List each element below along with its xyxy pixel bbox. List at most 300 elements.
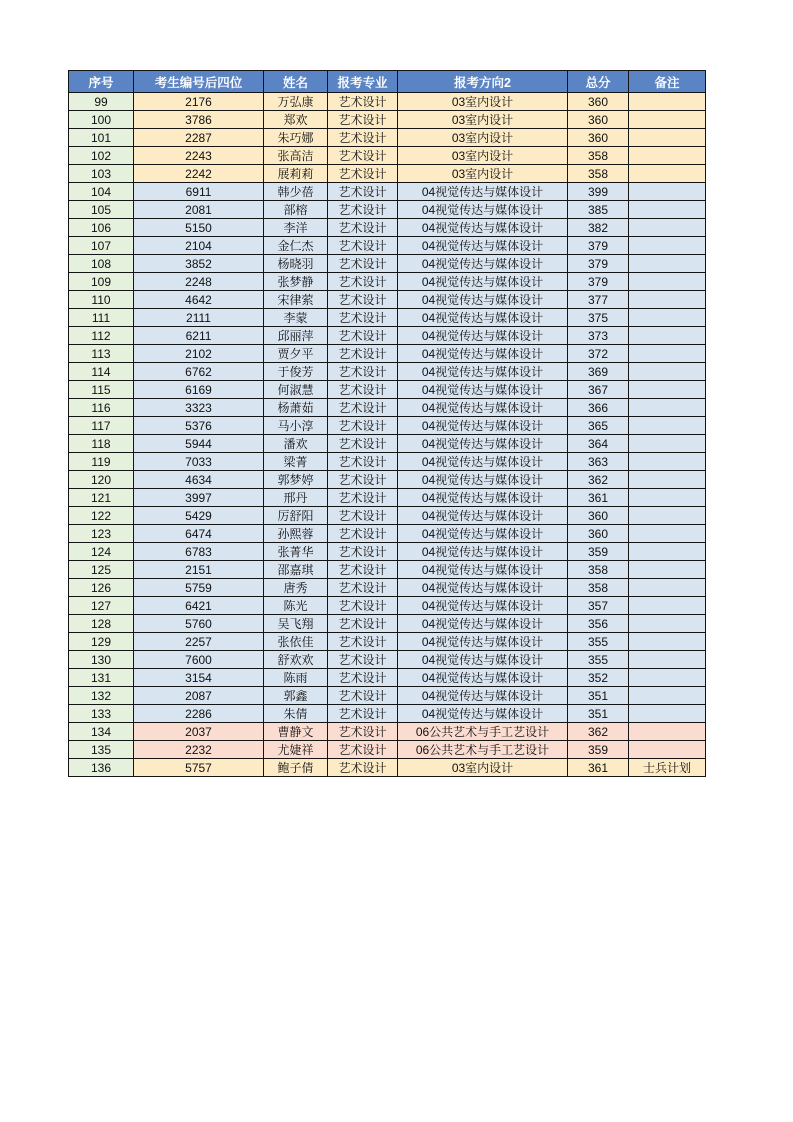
cell-score: 361 xyxy=(568,489,629,507)
cell-name: 韩少蓓 xyxy=(264,183,328,201)
cell-seq: 132 xyxy=(69,687,134,705)
cell-name: 孙熙蓉 xyxy=(264,525,328,543)
table-row xyxy=(69,489,706,507)
cell-direction: 03室内设计 xyxy=(398,93,568,111)
cell-score: 377 xyxy=(568,291,629,309)
cell-major: 艺术设计 xyxy=(328,651,398,669)
cell-seq: 126 xyxy=(69,579,134,597)
cell-seq: 119 xyxy=(69,453,134,471)
cell-note xyxy=(629,723,706,741)
cell-code: 2242 xyxy=(134,165,264,183)
cell-code: 2248 xyxy=(134,273,264,291)
col-header-major: 报考专业 xyxy=(328,71,398,93)
cell-score: 365 xyxy=(568,417,629,435)
cell-name: 潘欢 xyxy=(264,435,328,453)
cell-score: 385 xyxy=(568,201,629,219)
cell-code: 5944 xyxy=(134,435,264,453)
cell-major: 艺术设计 xyxy=(328,759,398,777)
cell-code: 2087 xyxy=(134,687,264,705)
cell-direction: 04视觉传达与媒体设计 xyxy=(398,561,568,579)
cell-direction: 04视觉传达与媒体设计 xyxy=(398,399,568,417)
cell-major: 艺术设计 xyxy=(328,597,398,615)
cell-code: 6474 xyxy=(134,525,264,543)
cell-major: 艺术设计 xyxy=(328,417,398,435)
cell-note xyxy=(629,93,706,111)
cell-seq: 122 xyxy=(69,507,134,525)
cell-major: 艺术设计 xyxy=(328,471,398,489)
cell-major: 艺术设计 xyxy=(328,543,398,561)
cell-code: 3786 xyxy=(134,111,264,129)
cell-code: 2104 xyxy=(134,237,264,255)
cell-direction: 04视觉传达与媒体设计 xyxy=(398,453,568,471)
cell-code: 2111 xyxy=(134,309,264,327)
cell-name: 何淑慧 xyxy=(264,381,328,399)
cell-seq: 116 xyxy=(69,399,134,417)
cell-note xyxy=(629,165,706,183)
table-row xyxy=(69,759,706,777)
cell-name: 郑欢 xyxy=(264,111,328,129)
cell-score: 372 xyxy=(568,345,629,363)
cell-major: 艺术设计 xyxy=(328,237,398,255)
cell-name: 杨晓羽 xyxy=(264,255,328,273)
cell-major: 艺术设计 xyxy=(328,525,398,543)
cell-score: 360 xyxy=(568,525,629,543)
table-row xyxy=(69,525,706,543)
table-row xyxy=(69,507,706,525)
cell-code: 7033 xyxy=(134,453,264,471)
cell-name: 张菁华 xyxy=(264,543,328,561)
cell-note xyxy=(629,741,706,759)
cell-seq: 107 xyxy=(69,237,134,255)
cell-major: 艺术设计 xyxy=(328,291,398,309)
cell-code: 6911 xyxy=(134,183,264,201)
cell-major: 艺术设计 xyxy=(328,165,398,183)
cell-name: 张梦静 xyxy=(264,273,328,291)
cell-major: 艺术设计 xyxy=(328,741,398,759)
cell-direction: 04视觉传达与媒体设计 xyxy=(398,579,568,597)
cell-code: 3154 xyxy=(134,669,264,687)
cell-name: 部榕 xyxy=(264,201,328,219)
cell-major: 艺术设计 xyxy=(328,687,398,705)
cell-seq: 101 xyxy=(69,129,134,147)
cell-note xyxy=(629,399,706,417)
cell-major: 艺术设计 xyxy=(328,507,398,525)
cell-name: 展莉莉 xyxy=(264,165,328,183)
cell-name: 李洋 xyxy=(264,219,328,237)
cell-code: 2243 xyxy=(134,147,264,165)
cell-note xyxy=(629,183,706,201)
cell-score: 355 xyxy=(568,651,629,669)
cell-name: 张依佳 xyxy=(264,633,328,651)
cell-direction: 04视觉传达与媒体设计 xyxy=(398,237,568,255)
table-row xyxy=(69,201,706,219)
cell-code: 2286 xyxy=(134,705,264,723)
cell-seq: 108 xyxy=(69,255,134,273)
cell-seq: 113 xyxy=(69,345,134,363)
cell-seq: 115 xyxy=(69,381,134,399)
cell-note xyxy=(629,669,706,687)
cell-seq: 99 xyxy=(69,93,134,111)
cell-major: 艺术设计 xyxy=(328,255,398,273)
cell-seq: 112 xyxy=(69,327,134,345)
cell-note xyxy=(629,219,706,237)
table-row xyxy=(69,363,706,381)
cell-name: 万弘康 xyxy=(264,93,328,111)
cell-code: 2081 xyxy=(134,201,264,219)
cell-score: 359 xyxy=(568,741,629,759)
cell-score: 375 xyxy=(568,309,629,327)
col-header-code: 考生编号后四位 xyxy=(134,71,264,93)
cell-score: 369 xyxy=(568,363,629,381)
table-row xyxy=(69,561,706,579)
cell-note xyxy=(629,345,706,363)
table-row xyxy=(69,219,706,237)
cell-seq: 128 xyxy=(69,615,134,633)
cell-note xyxy=(629,291,706,309)
cell-code: 6169 xyxy=(134,381,264,399)
cell-note xyxy=(629,507,706,525)
cell-name: 朱巧娜 xyxy=(264,129,328,147)
cell-major: 艺术设计 xyxy=(328,327,398,345)
cell-name: 宋律萦 xyxy=(264,291,328,309)
cell-note xyxy=(629,705,706,723)
table-row xyxy=(69,723,706,741)
cell-note xyxy=(629,273,706,291)
cell-direction: 04视觉传达与媒体设计 xyxy=(398,435,568,453)
cell-score: 366 xyxy=(568,399,629,417)
cell-direction: 04视觉传达与媒体设计 xyxy=(398,705,568,723)
cell-note xyxy=(629,237,706,255)
cell-major: 艺术设计 xyxy=(328,93,398,111)
cell-code: 5429 xyxy=(134,507,264,525)
cell-name: 陈光 xyxy=(264,597,328,615)
cell-code: 2257 xyxy=(134,633,264,651)
table-row xyxy=(69,255,706,273)
cell-major: 艺术设计 xyxy=(328,381,398,399)
cell-direction: 04视觉传达与媒体设计 xyxy=(398,597,568,615)
cell-major: 艺术设计 xyxy=(328,453,398,471)
cell-code: 6211 xyxy=(134,327,264,345)
cell-major: 艺术设计 xyxy=(328,723,398,741)
cell-major: 艺术设计 xyxy=(328,489,398,507)
cell-name: 张高洁 xyxy=(264,147,328,165)
cell-note xyxy=(629,111,706,129)
cell-direction: 04视觉传达与媒体设计 xyxy=(398,327,568,345)
cell-score: 364 xyxy=(568,435,629,453)
cell-note xyxy=(629,561,706,579)
cell-seq: 106 xyxy=(69,219,134,237)
table-row xyxy=(69,309,706,327)
cell-score: 379 xyxy=(568,255,629,273)
cell-direction: 04视觉传达与媒体设计 xyxy=(398,543,568,561)
cell-direction: 03室内设计 xyxy=(398,165,568,183)
cell-direction: 04视觉传达与媒体设计 xyxy=(398,417,568,435)
table-row xyxy=(69,435,706,453)
cell-note: 士兵计划 xyxy=(629,759,706,777)
table-row xyxy=(69,273,706,291)
table-row xyxy=(69,615,706,633)
cell-seq: 110 xyxy=(69,291,134,309)
cell-note xyxy=(629,651,706,669)
cell-name: 邢丹 xyxy=(264,489,328,507)
cell-score: 373 xyxy=(568,327,629,345)
cell-score: 382 xyxy=(568,219,629,237)
cell-major: 艺术设计 xyxy=(328,399,398,417)
cell-major: 艺术设计 xyxy=(328,363,398,381)
cell-score: 360 xyxy=(568,111,629,129)
cell-score: 358 xyxy=(568,579,629,597)
cell-score: 351 xyxy=(568,687,629,705)
cell-code: 5759 xyxy=(134,579,264,597)
cell-seq: 129 xyxy=(69,633,134,651)
cell-seq: 111 xyxy=(69,309,134,327)
cell-direction: 04视觉传达与媒体设计 xyxy=(398,381,568,399)
cell-score: 362 xyxy=(568,723,629,741)
cell-name: 马小淳 xyxy=(264,417,328,435)
cell-note xyxy=(629,489,706,507)
table-row xyxy=(69,669,706,687)
cell-direction: 04视觉传达与媒体设计 xyxy=(398,201,568,219)
cell-major: 艺术设计 xyxy=(328,345,398,363)
cell-seq: 102 xyxy=(69,147,134,165)
cell-score: 352 xyxy=(568,669,629,687)
table-header-row xyxy=(69,71,706,93)
cell-seq: 124 xyxy=(69,543,134,561)
cell-name: 邱丽萍 xyxy=(264,327,328,345)
cell-seq: 109 xyxy=(69,273,134,291)
table-row xyxy=(69,381,706,399)
cell-score: 379 xyxy=(568,237,629,255)
cell-name: 陈雨 xyxy=(264,669,328,687)
cell-code: 5150 xyxy=(134,219,264,237)
table-row xyxy=(69,651,706,669)
cell-major: 艺术设计 xyxy=(328,705,398,723)
cell-name: 邵嘉琪 xyxy=(264,561,328,579)
cell-name: 舒欢欢 xyxy=(264,651,328,669)
cell-note xyxy=(629,597,706,615)
table-row xyxy=(69,327,706,345)
cell-note xyxy=(629,381,706,399)
cell-note xyxy=(629,687,706,705)
cell-direction: 04视觉传达与媒体设计 xyxy=(398,687,568,705)
cell-direction: 04视觉传达与媒体设计 xyxy=(398,507,568,525)
cell-score: 359 xyxy=(568,543,629,561)
table-row xyxy=(69,345,706,363)
cell-seq: 121 xyxy=(69,489,134,507)
cell-major: 艺术设计 xyxy=(328,273,398,291)
table-row xyxy=(69,165,706,183)
cell-direction: 03室内设计 xyxy=(398,147,568,165)
cell-code: 6762 xyxy=(134,363,264,381)
cell-direction: 06公共艺术与手工艺设计 xyxy=(398,723,568,741)
cell-seq: 130 xyxy=(69,651,134,669)
cell-score: 362 xyxy=(568,471,629,489)
cell-score: 361 xyxy=(568,759,629,777)
cell-direction: 03室内设计 xyxy=(398,759,568,777)
cell-score: 351 xyxy=(568,705,629,723)
cell-seq: 127 xyxy=(69,597,134,615)
cell-seq: 123 xyxy=(69,525,134,543)
table-row xyxy=(69,417,706,435)
cell-note xyxy=(629,201,706,219)
cell-major: 艺术设计 xyxy=(328,615,398,633)
cell-note xyxy=(629,615,706,633)
cell-major: 艺术设计 xyxy=(328,633,398,651)
col-header-seq: 序号 xyxy=(69,71,134,93)
cell-score: 367 xyxy=(568,381,629,399)
cell-name: 李蒙 xyxy=(264,309,328,327)
cell-seq: 103 xyxy=(69,165,134,183)
cell-seq: 135 xyxy=(69,741,134,759)
cell-score: 356 xyxy=(568,615,629,633)
cell-seq: 134 xyxy=(69,723,134,741)
cell-direction: 04视觉传达与媒体设计 xyxy=(398,489,568,507)
cell-seq: 120 xyxy=(69,471,134,489)
cell-direction: 03室内设计 xyxy=(398,129,568,147)
cell-seq: 100 xyxy=(69,111,134,129)
cell-major: 艺术设计 xyxy=(328,129,398,147)
cell-direction: 04视觉传达与媒体设计 xyxy=(398,345,568,363)
table-row xyxy=(69,111,706,129)
cell-direction: 04视觉传达与媒体设计 xyxy=(398,651,568,669)
table-row xyxy=(69,147,706,165)
cell-direction: 06公共艺术与手工艺设计 xyxy=(398,741,568,759)
cell-note xyxy=(629,579,706,597)
table-row xyxy=(69,453,706,471)
cell-name: 吴飞翔 xyxy=(264,615,328,633)
cell-direction: 04视觉传达与媒体设计 xyxy=(398,633,568,651)
cell-code: 6783 xyxy=(134,543,264,561)
cell-seq: 118 xyxy=(69,435,134,453)
candidate-score-table xyxy=(68,70,706,777)
cell-direction: 04视觉传达与媒体设计 xyxy=(398,309,568,327)
cell-seq: 125 xyxy=(69,561,134,579)
cell-seq: 117 xyxy=(69,417,134,435)
cell-major: 艺术设计 xyxy=(328,669,398,687)
col-header-direction: 报考方向2 xyxy=(398,71,568,93)
cell-score: 399 xyxy=(568,183,629,201)
cell-code: 5760 xyxy=(134,615,264,633)
cell-score: 358 xyxy=(568,147,629,165)
cell-name: 梁菁 xyxy=(264,453,328,471)
table-row xyxy=(69,597,706,615)
table-row xyxy=(69,633,706,651)
col-header-name: 姓名 xyxy=(264,71,328,93)
cell-major: 艺术设计 xyxy=(328,561,398,579)
cell-code: 5757 xyxy=(134,759,264,777)
cell-score: 355 xyxy=(568,633,629,651)
cell-code: 2287 xyxy=(134,129,264,147)
cell-code: 3323 xyxy=(134,399,264,417)
cell-score: 357 xyxy=(568,597,629,615)
table-row xyxy=(69,291,706,309)
cell-note xyxy=(629,633,706,651)
cell-note xyxy=(629,327,706,345)
cell-name: 郭梦婷 xyxy=(264,471,328,489)
cell-score: 379 xyxy=(568,273,629,291)
cell-major: 艺术设计 xyxy=(328,147,398,165)
cell-name: 金仁杰 xyxy=(264,237,328,255)
cell-code: 5376 xyxy=(134,417,264,435)
table-row xyxy=(69,129,706,147)
col-header-score: 总分 xyxy=(568,71,629,93)
cell-name: 唐秀 xyxy=(264,579,328,597)
cell-note xyxy=(629,363,706,381)
cell-direction: 04视觉传达与媒体设计 xyxy=(398,471,568,489)
cell-major: 艺术设计 xyxy=(328,201,398,219)
cell-code: 4634 xyxy=(134,471,264,489)
cell-note xyxy=(629,435,706,453)
cell-seq: 136 xyxy=(69,759,134,777)
cell-note xyxy=(629,309,706,327)
cell-note xyxy=(629,543,706,561)
cell-name: 杨萧茹 xyxy=(264,399,328,417)
cell-direction: 04视觉传达与媒体设计 xyxy=(398,273,568,291)
cell-seq: 131 xyxy=(69,669,134,687)
cell-score: 360 xyxy=(568,93,629,111)
cell-score: 358 xyxy=(568,165,629,183)
cell-code: 2037 xyxy=(134,723,264,741)
cell-score: 360 xyxy=(568,129,629,147)
cell-note xyxy=(629,453,706,471)
cell-direction: 04视觉传达与媒体设计 xyxy=(398,291,568,309)
cell-note xyxy=(629,255,706,273)
cell-code: 2176 xyxy=(134,93,264,111)
table-row xyxy=(69,741,706,759)
cell-direction: 04视觉传达与媒体设计 xyxy=(398,363,568,381)
cell-seq: 114 xyxy=(69,363,134,381)
table-row xyxy=(69,705,706,723)
table-row xyxy=(69,543,706,561)
cell-direction: 04视觉传达与媒体设计 xyxy=(398,255,568,273)
cell-major: 艺术设计 xyxy=(328,111,398,129)
cell-direction: 03室内设计 xyxy=(398,111,568,129)
table-row xyxy=(69,399,706,417)
cell-score: 360 xyxy=(568,507,629,525)
cell-direction: 04视觉传达与媒体设计 xyxy=(398,525,568,543)
table-row xyxy=(69,579,706,597)
cell-major: 艺术设计 xyxy=(328,183,398,201)
cell-code: 7600 xyxy=(134,651,264,669)
cell-major: 艺术设计 xyxy=(328,435,398,453)
cell-note xyxy=(629,147,706,165)
table-row xyxy=(69,471,706,489)
cell-score: 363 xyxy=(568,453,629,471)
cell-code: 4642 xyxy=(134,291,264,309)
cell-note xyxy=(629,471,706,489)
cell-major: 艺术设计 xyxy=(328,309,398,327)
cell-name: 于俊芳 xyxy=(264,363,328,381)
cell-name: 尤婕祥 xyxy=(264,741,328,759)
cell-note xyxy=(629,129,706,147)
cell-code: 6421 xyxy=(134,597,264,615)
cell-note xyxy=(629,525,706,543)
table-row xyxy=(69,687,706,705)
cell-direction: 04视觉传达与媒体设计 xyxy=(398,669,568,687)
cell-code: 2102 xyxy=(134,345,264,363)
cell-name: 贾夕平 xyxy=(264,345,328,363)
table-row xyxy=(69,93,706,111)
cell-seq: 133 xyxy=(69,705,134,723)
cell-seq: 104 xyxy=(69,183,134,201)
cell-seq: 105 xyxy=(69,201,134,219)
table-row xyxy=(69,183,706,201)
cell-name: 朱倩 xyxy=(264,705,328,723)
cell-name: 鲍子倩 xyxy=(264,759,328,777)
cell-name: 厉舒阳 xyxy=(264,507,328,525)
cell-note xyxy=(629,417,706,435)
cell-major: 艺术设计 xyxy=(328,579,398,597)
